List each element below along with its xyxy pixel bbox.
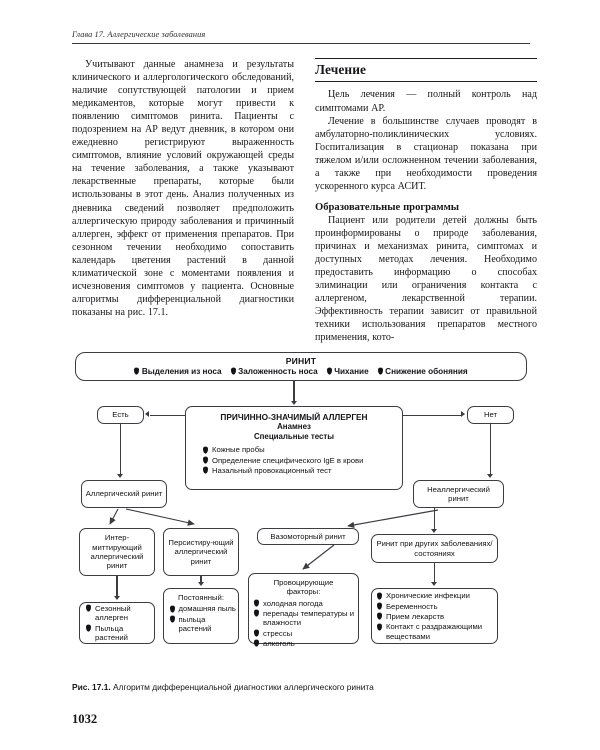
- node-provoking-factors[interactable]: [248, 573, 359, 648]
- node-provoking-title-2: факторы:: [286, 587, 321, 597]
- list-item: [86, 604, 151, 622]
- right-paragraph-2: Лечение в большинстве случаев проводят в амбулаторно-поликлинических условиях. Госпитализация в стационар показана при тяжелом и/или осложненном течении заболевания, а также при необходимости проведения ускоренного курса АСИТ.: [315, 115, 537, 192]
- arrowhead-to-no: [461, 411, 465, 417]
- droplet-icon: [203, 467, 208, 474]
- node-persistent-label: Персистиру-ющий аллергический ринит: [168, 538, 234, 566]
- node-allergen-title: ПРИЧИННО-ЗНАЧИМЫЙ АЛЛЕРГЕН: [220, 412, 368, 422]
- other-item-1: Хронические инфекции: [386, 591, 470, 601]
- node-yes[interactable]: [97, 406, 144, 424]
- list-item: [203, 445, 413, 454]
- droplet-icon: [254, 630, 259, 637]
- permanent-list: [165, 604, 238, 633]
- node-rinit[interactable]: [75, 352, 527, 381]
- connector-other-to-chronic: [434, 563, 435, 583]
- node-other-conditions-list[interactable]: [371, 588, 498, 644]
- droplet-icon: [254, 600, 259, 607]
- arrowhead-to-ar: [117, 474, 123, 478]
- symptom-1: Выделения из носа: [141, 367, 222, 376]
- droplet-icon: [254, 640, 259, 647]
- permanent-item-2: пыльца растений: [178, 614, 212, 633]
- node-nonallergic-rhinitis[interactable]: [413, 480, 504, 508]
- left-text-column: [72, 58, 294, 319]
- arrowhead-to-nar: [487, 474, 493, 478]
- node-seasonal-allergens[interactable]: [79, 602, 155, 644]
- node-vasomotor-rhinitis[interactable]: [257, 528, 359, 545]
- right-paragraph-3: Пациент или родители детей должны быть проинформированы о природе заболевания, причинах и механизмах ринита, симптомах и доступных методах лечения. Необходимо предоставить информацию о способах элиминации или ограничения контакта с аллергеном, лекарственной терапии. Эффективность терапии зависит от правильной техники использования препаратов местного применения, кото-: [315, 214, 537, 344]
- droplet-icon: [134, 368, 139, 375]
- test-3: Назальный провокационный тест: [212, 465, 332, 475]
- arrowhead-to-yes: [145, 411, 149, 417]
- provoking-item-1: холодная погода: [263, 598, 323, 608]
- node-allergen-tests: [175, 445, 413, 475]
- node-causal-allergen[interactable]: [185, 406, 403, 490]
- node-rinit-title: РИНИТ: [285, 356, 317, 366]
- seasonal-item-2: Пыльца растений: [95, 623, 128, 642]
- other-item-4: Контакт с раздражающими веществами: [386, 622, 483, 641]
- node-allergic-rhinitis[interactable]: [81, 480, 167, 508]
- node-allergen-sub2: Специальные тесты: [253, 431, 335, 441]
- seasonal-list: [86, 604, 151, 642]
- droplet-icon: [231, 368, 236, 375]
- provoking-item-2: перепады температуры и влажности: [263, 608, 354, 628]
- section-rule-top: [315, 58, 537, 59]
- subsection-heading-education: Образовательные программы: [315, 201, 460, 213]
- connector-no-to-nar: [490, 424, 491, 475]
- droplet-icon: [254, 610, 259, 617]
- connector-inter-to-season: [116, 576, 117, 597]
- list-item: [254, 629, 357, 638]
- node-vasomotor-label: Вазомоторный ринит: [270, 531, 346, 541]
- list-item: [254, 599, 357, 608]
- list-item: [254, 609, 357, 627]
- provoking-item-4: алкоголь: [263, 638, 295, 648]
- section-heading-treatment: Лечение: [315, 62, 367, 78]
- droplet-icon: [377, 624, 382, 631]
- figure-caption-text: Алгоритм дифференциальной диагностики аллергического ринита: [110, 682, 374, 692]
- arrowhead-to-chronic: [431, 582, 437, 586]
- figure-caption-label: Рис. 17.1.: [72, 682, 111, 692]
- node-provoking-title-1: Провоцирующие: [273, 578, 334, 587]
- left-paragraph-1: Учитывают данные анамнеза и результаты клинического и аллергологического обследований, наличие сопутствующей патологии и прием медикаментов, которые могут привести к появлению симптомов ринита. Пациенты с подозрением на АР ведут дневник, в котором они ежедневно регистрируют выраженность симптомов, влияние условий окружающей среды на течение заболевания, а также указывают лекарственные препараты, которые были использованы в этот день. Анализ полученных из дневника сведений позволяет предположить аллергическую природу заболевания и причинный аллерген, эффект от применения препаратов. При сезонном течении необходимо сопоставить календарь цветения растений в данной климатической зоне с моментами появления и исчезновения симптомов у пациента. Основные алгоритмы дифференциальной диагностики показаны на рис. 17.1.: [72, 59, 294, 318]
- droplet-icon: [377, 593, 382, 600]
- connector-allergen-to-yes: [150, 415, 185, 416]
- node-allergen-sub1: Анамнез: [277, 422, 311, 431]
- node-rhinitis-other-diseases[interactable]: [371, 534, 498, 563]
- node-no[interactable]: [467, 406, 514, 424]
- node-permanent-title: Постоянный:: [178, 593, 224, 602]
- other-item-2: Беременность: [386, 601, 438, 611]
- node-intermittent-label: Интер-миттирующий аллергический ринит: [90, 533, 144, 571]
- list-item: [86, 624, 151, 642]
- node-permanent-allergens[interactable]: [163, 588, 239, 644]
- droplet-icon: [86, 605, 91, 612]
- list-item: [203, 466, 413, 475]
- figure-17-1: [58, 352, 544, 682]
- provoking-list: [250, 599, 357, 649]
- list-item: [203, 456, 413, 465]
- connector-yes-to-ar: [120, 424, 121, 475]
- connector-rinit-to-allergen: [293, 381, 294, 402]
- other-conditions-list: [377, 591, 494, 641]
- droplet-icon: [377, 603, 382, 610]
- node-persistent-ar[interactable]: [163, 528, 239, 576]
- list-item: [377, 622, 494, 640]
- figure-caption: [72, 682, 532, 693]
- arrowhead-to-allergen: [291, 401, 297, 405]
- symptom-4: Снижение обоняния: [385, 367, 468, 376]
- symptom-2: Заложенность носа: [238, 367, 318, 376]
- droplet-icon: [203, 447, 208, 454]
- arrowhead-to-permanent: [198, 582, 204, 586]
- arrowhead-to-other: [431, 529, 437, 533]
- connector-allergen-to-no: [403, 415, 461, 416]
- node-nonallergic-rhinitis-label: Неаллергический ринит: [427, 484, 490, 503]
- node-no-label: Нет: [483, 410, 498, 420]
- running-head-rule: [72, 43, 530, 44]
- list-item: [377, 591, 494, 600]
- droplet-icon: [377, 613, 382, 620]
- list-item: [170, 615, 238, 633]
- droplet-icon: [170, 616, 175, 623]
- test-1: Кожные пробы: [212, 445, 265, 455]
- droplet-icon: [203, 457, 208, 464]
- arrowhead-to-season: [114, 596, 120, 600]
- running-head: Глава 17. Аллергические заболевания: [72, 30, 206, 39]
- symptom-3: Чихание: [334, 367, 369, 376]
- list-item: [254, 639, 357, 648]
- right-text-column: [315, 58, 537, 344]
- node-intermittent-ar[interactable]: [79, 528, 155, 576]
- droplet-icon: [327, 368, 332, 375]
- node-rinit-symptoms: [79, 367, 523, 377]
- droplet-icon: [86, 625, 91, 632]
- node-allergic-rhinitis-label: Аллергический ринит: [85, 489, 163, 499]
- page-number: 1032: [72, 712, 98, 726]
- section-rule-bottom: [315, 81, 537, 82]
- droplet-icon: [170, 606, 175, 613]
- permanent-item-1: домашняя пыль: [178, 604, 236, 614]
- provoking-item-3: стрессы: [263, 628, 293, 638]
- list-item: [377, 612, 494, 621]
- list-item: [377, 602, 494, 611]
- node-yes-label: Есть: [112, 410, 129, 420]
- test-2: Определение специфического IgE в крови: [212, 455, 364, 465]
- right-paragraph-1: Цель лечения — полный контроль над симптомами АР.: [315, 89, 537, 114]
- seasonal-item-1: Сезонный аллерген: [95, 604, 131, 623]
- droplet-icon: [378, 368, 383, 375]
- connector-nar-to-other: [434, 508, 435, 530]
- list-item: [170, 604, 238, 613]
- other-item-3: Прием лекарств: [386, 611, 445, 621]
- node-other-label: Ринит при других заболеваниях/состояниях: [376, 539, 493, 558]
